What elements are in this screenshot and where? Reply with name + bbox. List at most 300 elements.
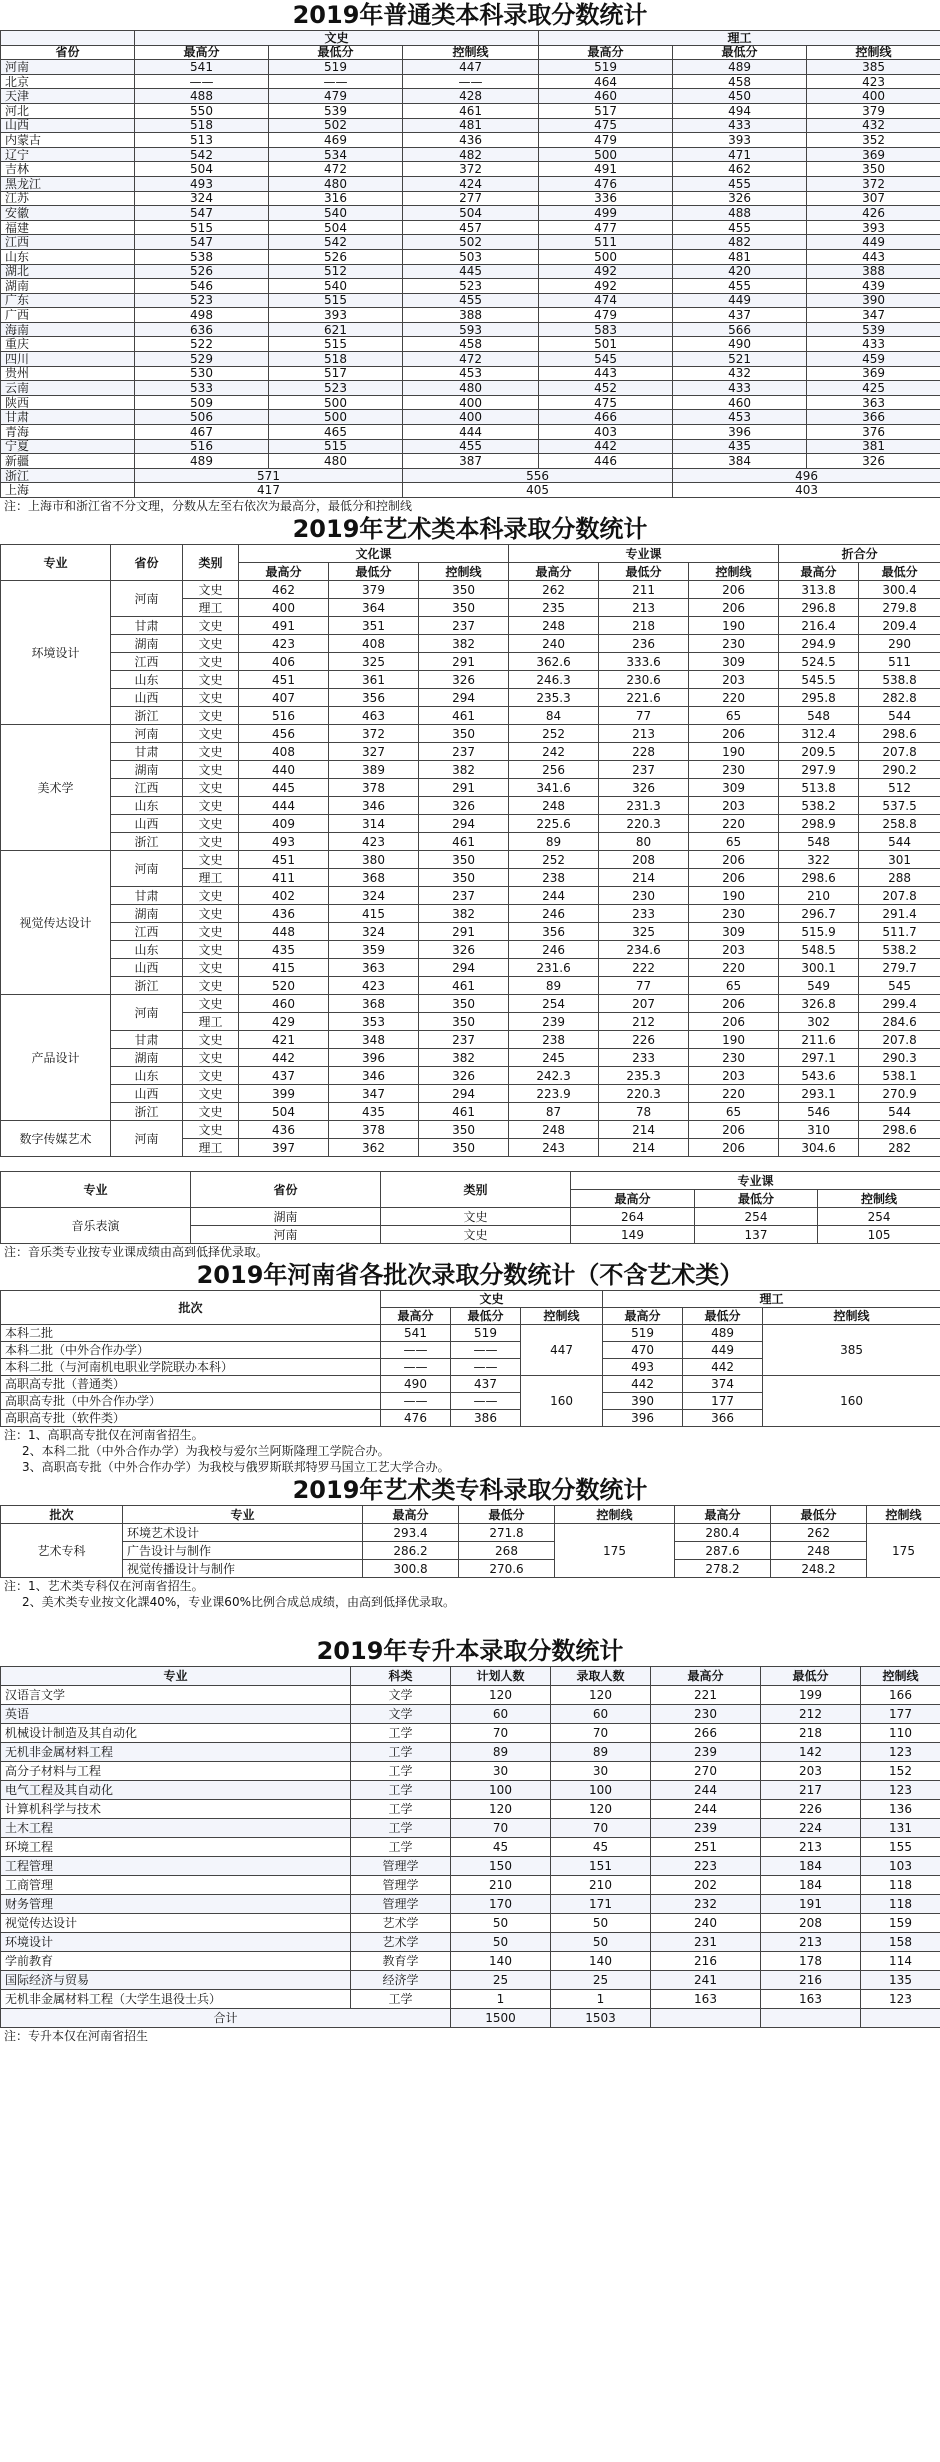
- table-cell: 123: [861, 1990, 940, 2009]
- table-cell: 文学: [351, 1705, 451, 1724]
- table-row: [1, 941, 940, 959]
- table-cell: 294: [419, 815, 509, 833]
- table-cell: 65: [689, 1103, 779, 1121]
- table-cell: 387: [403, 454, 539, 469]
- table-cell: 408: [239, 743, 329, 761]
- table-cell: 文史: [381, 1226, 571, 1244]
- table-cell: 89: [509, 977, 599, 995]
- table-cell: 208: [599, 851, 689, 869]
- table-row: [1, 147, 940, 162]
- table-cell: 435: [673, 439, 807, 454]
- table-cell: 523: [135, 293, 269, 308]
- table-cell: ——: [135, 74, 269, 89]
- table-cell: 203: [689, 941, 779, 959]
- table-cell: 203: [689, 671, 779, 689]
- table-row: [1, 220, 940, 235]
- table-cell: 353: [329, 1013, 419, 1031]
- table-cell: 393: [673, 133, 807, 148]
- table-cell: 493: [603, 1359, 683, 1376]
- table-cell: 177: [683, 1393, 763, 1410]
- section-upgrade: [0, 1636, 940, 2044]
- table-cell: 190: [689, 617, 779, 635]
- table-cell: 246.3: [509, 671, 599, 689]
- table-cell: 538.2: [779, 797, 859, 815]
- column-header: 控制线: [861, 1667, 940, 1686]
- table-cell: 206: [689, 581, 779, 599]
- table-cell: 378: [329, 1121, 419, 1139]
- table-cell: 河南: [1, 60, 135, 75]
- table-cell: 405: [403, 483, 673, 498]
- table-cell: 519: [451, 1325, 521, 1342]
- table-cell: 30: [551, 1762, 651, 1781]
- table-cell: 460: [539, 89, 673, 104]
- table-cell: 538.8: [859, 671, 940, 689]
- table-cell: 212: [599, 1013, 689, 1031]
- table-row: [1, 439, 940, 454]
- table-cell: 326: [599, 779, 689, 797]
- table-cell: 359: [329, 941, 419, 959]
- table-cell: 70: [451, 1724, 551, 1743]
- table-cell: 307: [807, 191, 940, 206]
- table-cell: 50: [551, 1933, 651, 1952]
- table-cell: 220.3: [599, 815, 689, 833]
- table-row: [1, 1031, 940, 1049]
- table-cell: 177: [861, 1705, 940, 1724]
- table-cell: 217: [761, 1781, 861, 1800]
- table-cell: 135: [861, 1971, 940, 1990]
- table-cell: 工学: [351, 1838, 451, 1857]
- table-cell: 248.2: [771, 1560, 867, 1578]
- table-cell: 501: [539, 337, 673, 352]
- table-cell: 443: [807, 249, 940, 264]
- table-cell: 248: [771, 1542, 867, 1560]
- table-cell: 70: [551, 1819, 651, 1838]
- table-cell: 工学: [351, 1819, 451, 1838]
- table-cell: 399: [239, 1085, 329, 1103]
- table-cell: 520: [239, 977, 329, 995]
- table-cell: 433: [673, 381, 807, 396]
- table-cell: 440: [239, 761, 329, 779]
- table-row: [1, 1208, 940, 1226]
- table-cell: 519: [269, 60, 403, 75]
- table-cell: 河南: [111, 995, 183, 1031]
- table-cell: 文史: [183, 1121, 239, 1139]
- table-cell: 258.8: [859, 815, 940, 833]
- table-cell: 499: [539, 206, 673, 221]
- table-cell: 1: [451, 1990, 551, 2009]
- column-header: 最低分: [761, 1667, 861, 1686]
- table-row: [1, 779, 940, 797]
- column-header: 批次: [1, 1291, 381, 1325]
- group-header: 文史: [381, 1291, 603, 1308]
- table-cell: 文史: [183, 941, 239, 959]
- table-cell: 213: [761, 1838, 861, 1857]
- table-cell: 461: [419, 833, 509, 851]
- table-cell: 423: [329, 977, 419, 995]
- table-cell: 206: [689, 1121, 779, 1139]
- table-cell: 516: [239, 707, 329, 725]
- column-header: 最高分: [779, 563, 859, 581]
- table-cell: ——: [381, 1393, 451, 1410]
- table-cell: 504: [135, 162, 269, 177]
- control-line-cell: 160: [763, 1376, 940, 1427]
- table-cell: 376: [807, 425, 940, 440]
- art-junior-table: [0, 1505, 940, 1578]
- table-cell: 文史: [183, 635, 239, 653]
- table-cell: 300.1: [779, 959, 859, 977]
- table-cell: 河南: [191, 1226, 381, 1244]
- table-cell: 436: [403, 133, 539, 148]
- table-cell: 文史: [183, 815, 239, 833]
- table-cell: 文史: [183, 725, 239, 743]
- table-cell: 548: [779, 707, 859, 725]
- table-cell: 黑龙江: [1, 176, 135, 191]
- table-cell: 488: [135, 89, 269, 104]
- table-row: [1, 905, 940, 923]
- table-cell: 文史: [183, 1049, 239, 1067]
- notes: [0, 1578, 940, 1610]
- table-cell: 文史: [183, 761, 239, 779]
- table-cell: 208: [761, 1914, 861, 1933]
- table-cell: 89: [451, 1743, 551, 1762]
- column-header: 控制线: [763, 1308, 940, 1325]
- note: 注：专升本仅在河南省招生: [4, 2029, 149, 2043]
- table-cell: 295.8: [779, 689, 859, 707]
- table-row: [1, 45, 940, 60]
- table-cell: 171: [551, 1895, 651, 1914]
- table-cell: 工学: [351, 1990, 451, 2009]
- table-cell: 515: [269, 337, 403, 352]
- table-cell: 493: [239, 833, 329, 851]
- table-cell: 476: [539, 176, 673, 191]
- table-cell: 437: [239, 1067, 329, 1085]
- table-cell: 380: [329, 851, 419, 869]
- control-line-cell: 385: [763, 1325, 940, 1376]
- table-cell: 268: [459, 1542, 555, 1560]
- table-cell: 浙江: [111, 1103, 183, 1121]
- table-row: [1, 1542, 940, 1560]
- table-cell: 348: [329, 1031, 419, 1049]
- table-cell: 448: [239, 923, 329, 941]
- table-row: [1, 689, 940, 707]
- table-cell: 计算机科学与技术: [1, 1800, 351, 1819]
- table-cell: 444: [239, 797, 329, 815]
- table-cell: 439: [807, 279, 940, 294]
- table-cell: 492: [539, 264, 673, 279]
- table-cell: 209.4: [859, 617, 940, 635]
- table-row: [1, 1724, 940, 1743]
- note-line: 2、本科二批（中外合作办学）为我校与爱尔兰阿斯隆理工学院合办。: [22, 1444, 390, 1458]
- table-cell: 526: [135, 264, 269, 279]
- table-cell: 522: [135, 337, 269, 352]
- table-cell: 安徽: [1, 206, 135, 221]
- table-cell: 文史: [183, 743, 239, 761]
- music-table: [0, 1171, 940, 1244]
- table-cell: 477: [539, 220, 673, 235]
- table-cell: 460: [673, 395, 807, 410]
- table-cell: 513: [135, 133, 269, 148]
- table-cell: 432: [673, 366, 807, 381]
- table-cell: 309: [689, 653, 779, 671]
- table-cell: 文史: [183, 995, 239, 1013]
- table-cell: 山西: [111, 1085, 183, 1103]
- table-row: [1, 1800, 940, 1819]
- table-cell: 463: [329, 707, 419, 725]
- table-cell: 235.3: [509, 689, 599, 707]
- group-header: 折合分: [779, 545, 940, 563]
- table-cell: 480: [269, 176, 403, 191]
- table-cell: 513.8: [779, 779, 859, 797]
- table-row: [1, 1743, 940, 1762]
- table-cell: 文史: [183, 1031, 239, 1049]
- table-cell: 文史: [183, 581, 239, 599]
- table-cell: 446: [539, 454, 673, 469]
- table-cell: 504: [403, 206, 539, 221]
- table-row: [1, 1667, 940, 1686]
- table-cell: 396: [603, 1410, 683, 1427]
- table-cell: 264: [571, 1208, 695, 1226]
- table-cell: 100: [551, 1781, 651, 1800]
- table-row: [1, 581, 940, 599]
- table-cell: 461: [419, 1103, 509, 1121]
- table-cell: 464: [539, 74, 673, 89]
- table-cell: 110: [861, 1724, 940, 1743]
- table-cell: 509: [135, 395, 269, 410]
- table-cell: 302: [779, 1013, 859, 1031]
- column-header: 最低分: [269, 45, 403, 60]
- table-cell: 326: [673, 191, 807, 206]
- table-cell: 433: [673, 118, 807, 133]
- table-cell: 326: [419, 941, 509, 959]
- table-cell: 207.8: [859, 887, 940, 905]
- table-cell: 291: [419, 923, 509, 941]
- table-cell: 贵州: [1, 366, 135, 381]
- table-cell: 文史: [183, 905, 239, 923]
- table-cell: 高分子材料与工程: [1, 1762, 351, 1781]
- table-cell: 江西: [1, 235, 135, 250]
- table-cell: 高职高专批（中外合作办学）: [1, 1393, 381, 1410]
- table-cell: 252: [509, 725, 599, 743]
- table-cell: 436: [239, 905, 329, 923]
- table-cell: 556: [403, 468, 673, 483]
- table-cell: 455: [403, 293, 539, 308]
- table-cell: 220.3: [599, 1085, 689, 1103]
- table-cell: 400: [807, 89, 940, 104]
- table-cell: 120: [451, 1800, 551, 1819]
- table-cell: 515: [135, 220, 269, 235]
- table-cell: 381: [807, 439, 940, 454]
- table-cell: 356: [329, 689, 419, 707]
- table-cell: 236: [599, 635, 689, 653]
- table-cell: 286.2: [363, 1542, 459, 1560]
- table-cell: 350: [419, 869, 509, 887]
- column-header: 批次: [1, 1506, 123, 1524]
- table-cell: 326: [807, 454, 940, 469]
- table-row: [1, 923, 940, 941]
- table-cell: 150: [451, 1857, 551, 1876]
- table-cell: 444: [403, 425, 539, 440]
- column-header: 控制线: [818, 1190, 940, 1208]
- table-cell: 397: [239, 1139, 329, 1157]
- table-cell: 60: [551, 1705, 651, 1724]
- table-cell: 455: [673, 279, 807, 294]
- major-cell: 美术学: [1, 725, 111, 851]
- table-cell: 甘肃: [111, 1031, 183, 1049]
- group-header: 专业课: [509, 545, 779, 563]
- table-cell: 490: [381, 1376, 451, 1393]
- column-header: 最高分: [135, 45, 269, 60]
- table-cell: 402: [239, 887, 329, 905]
- table-row: [1, 1376, 940, 1393]
- table-cell: 533: [135, 381, 269, 396]
- table-cell: 382: [419, 1049, 509, 1067]
- table-cell: 277: [403, 191, 539, 206]
- table-cell: 526: [269, 249, 403, 264]
- table-cell: 237: [419, 617, 509, 635]
- table-cell: 313.8: [779, 581, 859, 599]
- table-cell: 544: [859, 707, 940, 725]
- table-cell: 222: [599, 959, 689, 977]
- table-row: [1, 815, 940, 833]
- table-cell: 496: [673, 468, 940, 483]
- table-row: [1, 1952, 940, 1971]
- column-header: 专业: [1, 1172, 191, 1208]
- table-cell: 1: [551, 1990, 651, 2009]
- table-cell: 甘肃: [111, 743, 183, 761]
- table-cell: 324: [329, 923, 419, 941]
- table-cell: 465: [269, 425, 403, 440]
- table-cell: 449: [807, 235, 940, 250]
- table-row: [1, 1325, 940, 1342]
- table-cell: 218: [599, 617, 689, 635]
- table-cell: 228: [599, 743, 689, 761]
- table-cell: 海南: [1, 322, 135, 337]
- column-header: 省份: [111, 545, 183, 581]
- table-cell: 231: [651, 1933, 761, 1952]
- table-cell: 北京: [1, 74, 135, 89]
- table-cell: 384: [673, 454, 807, 469]
- table-cell: 上海: [1, 483, 135, 498]
- table-cell: 524.5: [779, 653, 859, 671]
- table-cell: 369: [807, 147, 940, 162]
- table-cell: 492: [539, 279, 673, 294]
- table-cell: 542: [269, 235, 403, 250]
- table-cell: 435: [239, 941, 329, 959]
- table-cell: 262: [509, 581, 599, 599]
- table-cell: 294: [419, 689, 509, 707]
- table-cell: 理工: [183, 1013, 239, 1031]
- table-cell: 210: [779, 887, 859, 905]
- table-cell: 87: [509, 1103, 599, 1121]
- table-cell: 甘肃: [111, 617, 183, 635]
- note-line: 2、美术类专业按文化課40%，专业课60%比例合成总成绩，由高到低择优录取。: [22, 1595, 455, 1609]
- table-row: [1, 1085, 940, 1103]
- section-title: 2019年专升本录取分数统计: [316, 1637, 624, 1665]
- table-cell: 546: [135, 279, 269, 294]
- table-row: [1, 483, 940, 498]
- table-cell: 237: [419, 1031, 509, 1049]
- table-cell: 480: [269, 454, 403, 469]
- section-title: 2019年河南省各批次录取分数统计（不含艺术类）: [196, 1261, 744, 1289]
- table-cell: 江西: [111, 653, 183, 671]
- table-cell: 290.2: [859, 761, 940, 779]
- table-cell: 广告设计与制作: [123, 1542, 363, 1560]
- table-cell: 45: [451, 1838, 551, 1857]
- column-header: 最低分: [329, 563, 419, 581]
- table-cell: 382: [419, 905, 509, 923]
- table-cell: 382: [419, 635, 509, 653]
- table-cell: 363: [807, 395, 940, 410]
- table-cell: 461: [419, 707, 509, 725]
- table-cell: 403: [539, 425, 673, 440]
- table-cell: 476: [381, 1410, 451, 1427]
- table-cell: 262: [771, 1524, 867, 1542]
- table-cell: 123: [861, 1781, 940, 1800]
- table-cell: 372: [329, 725, 419, 743]
- table-cell: 309: [689, 923, 779, 941]
- table-cell: 文史: [183, 887, 239, 905]
- table-cell: 544: [859, 833, 940, 851]
- table-cell: 479: [539, 308, 673, 323]
- table-cell: 423: [239, 635, 329, 653]
- table-cell: 1503: [551, 2009, 651, 2028]
- major-cell: 环境设计: [1, 581, 111, 725]
- table-row: [1, 264, 940, 279]
- table-cell: 福建: [1, 220, 135, 235]
- table-cell: 视觉传达设计: [1, 1914, 351, 1933]
- table-cell: 279.8: [859, 599, 940, 617]
- table-cell: 248: [509, 617, 599, 635]
- table-cell: 天津: [1, 89, 135, 104]
- table-cell: 517: [269, 366, 403, 381]
- table-cell: 管理学: [351, 1895, 451, 1914]
- column-header: 最低分: [683, 1308, 763, 1325]
- table-cell: 304.6: [779, 1139, 859, 1157]
- table-cell: 385: [807, 60, 940, 75]
- table-cell: 山西: [111, 815, 183, 833]
- table-cell: 230: [689, 1049, 779, 1067]
- table-cell: 202: [651, 1876, 761, 1895]
- table-cell: 山东: [111, 671, 183, 689]
- table-cell: 江西: [111, 923, 183, 941]
- table-cell: 239: [651, 1743, 761, 1762]
- group-header: 理工: [603, 1291, 940, 1308]
- table-cell: 湖南: [111, 635, 183, 653]
- total-label: 合计: [1, 2009, 451, 2028]
- table-cell: 山西: [111, 959, 183, 977]
- table-cell: 206: [689, 725, 779, 743]
- table-cell: 364: [329, 599, 419, 617]
- group-header: 文史: [135, 31, 539, 46]
- table-cell: 493: [135, 176, 269, 191]
- table-cell: 经济学: [351, 1971, 451, 1990]
- table-cell: 301: [859, 851, 940, 869]
- column-header: 控制线: [419, 563, 509, 581]
- table-cell: 226: [599, 1031, 689, 1049]
- upgrade-table: [0, 1666, 940, 2028]
- table-cell: 271.8: [459, 1524, 555, 1542]
- table-cell: 203: [689, 1067, 779, 1085]
- table-cell: 278.2: [675, 1560, 771, 1578]
- table-cell: 50: [451, 1933, 551, 1952]
- notes: [0, 1427, 940, 1475]
- table-cell: 461: [419, 977, 509, 995]
- table-cell: 河南: [111, 851, 183, 887]
- table-cell: 350: [419, 599, 509, 617]
- table-cell: 636: [135, 322, 269, 337]
- table-cell: 409: [239, 815, 329, 833]
- table-cell: 539: [807, 322, 940, 337]
